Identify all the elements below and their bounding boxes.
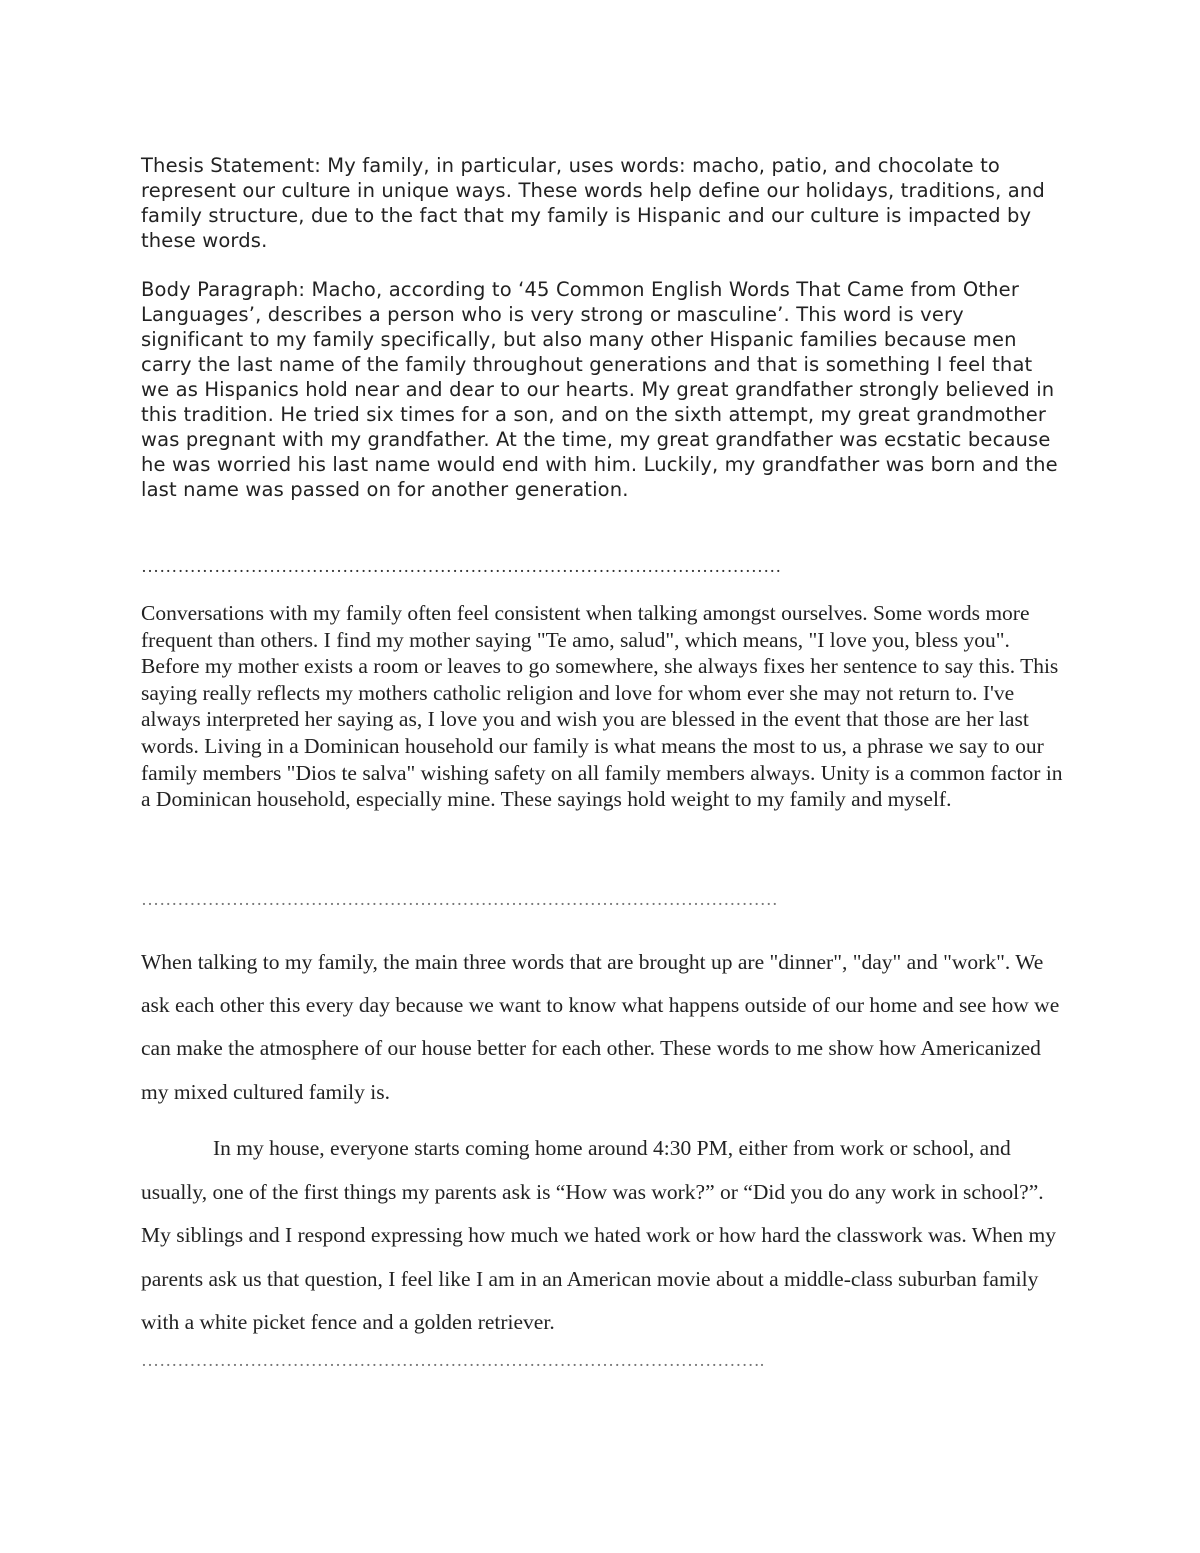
talking-paragraph: When talking to my family, the main three words that are brought up are "dinner", "day" and "work". We ask each other this every day because we want to know what happens outside of our home and see how we can make the atmosphere of our house better for each other. These words to me show how Americanized my mixed cultured family is. <box>141 950 1060 1104</box>
house-paragraph <box>141 1127 1066 1345</box>
dotted-separator: …………………………………………………………………………………………… <box>141 556 782 576</box>
conversations-paragraph: Conversations with my family often feel consistent when talking amongst ourselves. Some words more frequent than others. I find my mother saying "Te amo, salud", which means, "I love you, bless you". Before my mother exists a room or leaves to go somewhere, she always fixes her sentence to say this. This saying really reflects my mothers catholic religion and love for whom ever she may not return to. I've always interpreted her saying as, I love you and wish you are blessed in the event that those are her last words. Living in a Dominican household our family is what means the most to us, a phrase we say to our family members "Dios te salva" wishing safety on all family members always. Unity is a common factor in a Dominican household, especially mine. These sayings hold weight to my family and myself. <box>141 601 1063 812</box>
thesis-paragraph: Thesis Statement: My family, in particular, uses words: macho, patio, and chocolate to represent our culture in unique ways. These words help define our holidays, traditions, and family structure, due to the fact that my family is Hispanic and our culture is impacted by these words. <box>141 154 1045 252</box>
dotted-separator: …………………………………………………………………………………………… <box>141 889 778 909</box>
dotted-separator: …………………………………………………………………………………………. <box>141 1350 765 1370</box>
body-paragraph: Body Paragraph: Macho, according to ‘45 Common English Words That Came from Other Languages’, describes a person who is very strong or masculine’. This word is very significant to my family specifically, but also many other Hispanic families because men carry the last name of the family throughout generations and that is something I feel that we as Hispanics hold near and dear to our hearts. My great grandfather strongly believed in this tradition. He tried six times for a son, and on the sixth attempt, my great grandmother was pregnant with my grandfather. At the time, my great grandfather was ecstatic because he was worried his last name would end with him. Luckily, my grandfather was born and the last name was passed on for another generation. <box>141 278 1058 501</box>
house-paragraph-text: In my house, everyone starts coming home around 4:30 PM, either from work or school, and usually, one of the first things my parents ask is “How was work?” or “Did you do any work in school?”. My siblings and I respond expressing how much we hated work or how hard the classwork was. When my parents ask us that question, I feel like I am in an American movie about a middle-class suburban family with a white picket fence and a golden retriever. <box>141 1136 1056 1335</box>
